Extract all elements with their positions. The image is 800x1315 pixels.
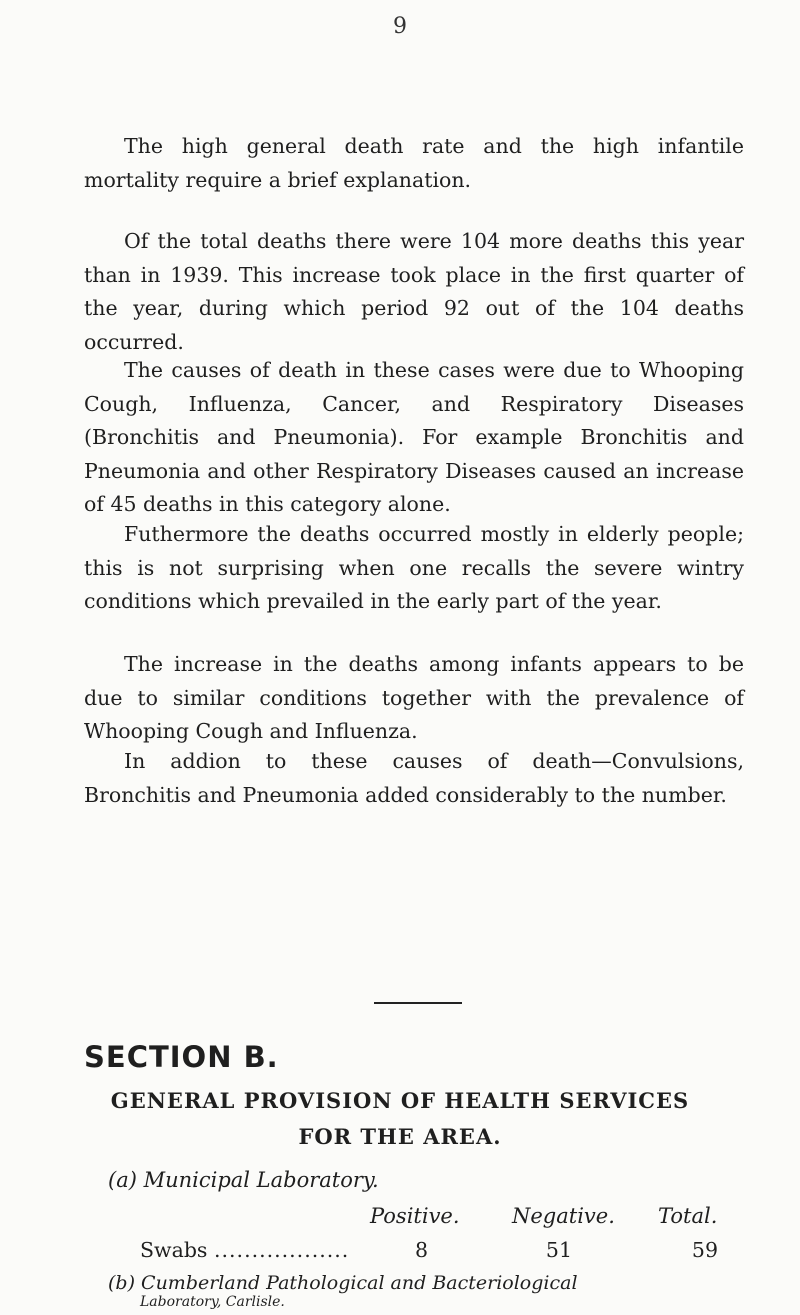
section-title-line-1: GENERAL PROVISION OF HEALTH SERVICES <box>110 1088 690 1113</box>
row-value-total: 59 <box>691 1238 718 1262</box>
column-header-positive: Positive. <box>370 1204 460 1228</box>
divider-rule <box>374 1002 462 1004</box>
paragraph-3: The causes of death in these cases were due to Whooping Cough, Influenza, Cancer, and Respiratory Diseases (Bronchitis and Pneumonia). For example Bronchitis and Pneumonia and other Respiratory Diseases caused an increase of 45 deaths in this category alone. <box>84 358 744 516</box>
column-header-negative: Negative. <box>512 1204 615 1228</box>
table-row-swabs <box>140 1238 720 1262</box>
row-value-negative: 51 <box>545 1238 572 1262</box>
section-heading: SECTION B. <box>84 1040 279 1074</box>
paragraph-2: Of the total deaths there were 104 more deaths this year than in 1939. This increase took place in the first quarter of the year, during which period 92 out of the 104 deaths occurred. <box>84 229 744 354</box>
row-label: Swabs <box>140 1238 208 1262</box>
cumberland-lab-heading: (b) Cumberland Pathological and Bacteriological <box>108 1272 578 1294</box>
cumberland-lab-heading-line-2: Laboratory, Carlisle. <box>140 1294 285 1310</box>
paragraph-5: The increase in the deaths among infants appears to be due to similar conditions together with the prevalence of Whooping Cough and Influenza. <box>84 652 744 743</box>
paragraph-6: In addion to these causes of death—Convulsions, Bronchitis and Pneumonia added considerably to the number. <box>84 749 744 807</box>
column-header-total: Total. <box>658 1204 718 1228</box>
row-leader-dots: .................. <box>214 1238 350 1262</box>
row-value-positive: 8 <box>414 1238 428 1262</box>
page-number: 9 <box>393 14 407 39</box>
paragraph-1: The high general death rate and the high infantile mortality require a brief explanation. <box>84 134 744 192</box>
section-title-line-2: FOR THE AREA. <box>298 1124 502 1149</box>
municipal-lab-heading: (a) Municipal Laboratory. <box>108 1168 379 1192</box>
paragraph-4: Futhermore the deaths occurred mostly in elderly people; this is not surprising when one recalls the severe wintry conditions which prevailed in the early part of the year. <box>84 522 744 613</box>
